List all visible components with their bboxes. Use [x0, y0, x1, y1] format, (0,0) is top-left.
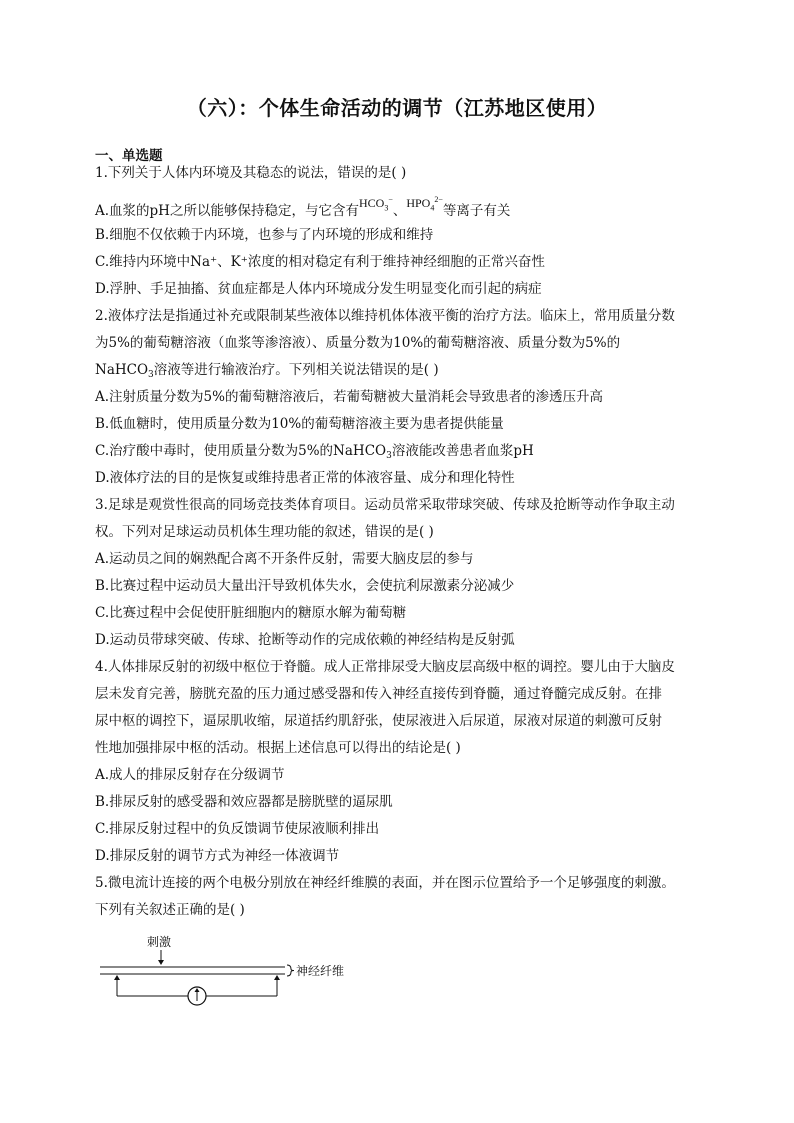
question-2-option-a: A.注射质量分数为5%的葡萄糖溶液后，若葡萄糖被大量消耗会导致患者的渗透压升高	[95, 389, 603, 405]
question-3-option-b: B.比赛过程中运动员大量出汗导致机体失水，会使抗利尿激素分泌减少	[95, 578, 515, 594]
question-3-option-d: D.运动员带球突破、传球、抢断等动作的完成依赖的神经结构是反射弧	[95, 632, 515, 648]
separator: 、	[392, 203, 407, 219]
question-2-option-c: C.治疗酸中毒时，使用质量分数为5%的NaHCO$_3$溶液能改善患者血浆pH	[95, 443, 534, 461]
galvanometer-icon	[188, 987, 206, 1005]
question-4-option-d: D.排尿反射的调节方式为神经一体液调节	[95, 848, 340, 864]
option-a-text-end: 等离子有关	[442, 203, 511, 219]
electrode-left	[114, 975, 120, 996]
stimulus-label: 刺激	[147, 935, 172, 949]
question-1-stem: 1.下列关于人体内环境及其稳态的说法，错误的是( )	[95, 165, 407, 181]
question-5-stem-line-1: 5.微电流计连接的两个电极分别放在神经纤维膜的表面，并在图示位置给予一个足够强度的刺激。	[95, 875, 675, 891]
question-2-stem-line-1: 2.液体疗法是指通过补充或限制某些液体以维持机体体液平衡的治疗方法。临床上，常用质量分数	[95, 308, 675, 324]
nerve-fiber	[100, 967, 285, 974]
question-2-option-d: D.液体疗法的目的是恢复或维持患者正常的体液容量、成分和理化特性	[95, 470, 515, 486]
option-a-text: A.血浆的pH之所以能够保持稳定，与它含有	[95, 203, 359, 219]
nerve-fiber-label: 神经纤维	[296, 964, 345, 978]
question-4-option-b: B.排尿反射的感受器和效应器都是膀胱壁的逼尿肌	[95, 794, 393, 810]
question-4-stem-line-4: 性地加强排尿中枢的活动。根据上述信息可以得出的结论是( )	[95, 740, 461, 756]
question-3-stem-line-1: 3.足球是观赏性很高的同场竞技类体育项目。运动员常采取带球突破、传球及抢断等动作争取主动	[95, 497, 675, 513]
stimulus-arrow	[158, 950, 164, 965]
section-heading: 一、单选题	[95, 148, 163, 164]
question-1-option-a	[95, 195, 511, 225]
fiber-brace	[287, 965, 294, 976]
electrode-right	[274, 975, 280, 996]
nerve-fiber-figure	[95, 932, 365, 1012]
question-4-option-a: A.成人的排尿反射存在分级调节	[95, 767, 285, 783]
question-1-option-b: B.细胞不仅依赖于内环境，也参与了内环境的形成和维持	[95, 227, 434, 243]
question-2-option-b: B.低血糖时，使用质量分数为10%的葡萄糖溶液主要为患者提供能量	[95, 416, 504, 432]
hpo4-ion: $HPO_4^{2-}$	[406, 195, 443, 213]
question-1-option-d: D.浮肿、手足抽搐、贫血症都是人体内环境成分发生明显变化而引起的病症	[95, 281, 542, 297]
question-3-option-a: A.运动员之间的娴熟配合离不开条件反射，需要大脑皮层的参与	[95, 551, 474, 567]
document-title: （六）：个体生命活动的调节（江苏地区使用）	[186, 96, 608, 120]
question-2-stem-line-3: NaHCO$_3$溶液等进行输液治疗。下列相关说法错误的是( )	[95, 362, 439, 380]
hco3-ion: $HCO_3^-$	[358, 195, 393, 213]
question-3-stem-line-2: 权。下列对足球运动员机体生理功能的叙述，错误的是( )	[95, 524, 434, 540]
question-4-stem-line-2: 层未发育完善，膀胱充盈的压力通过感受器和传入神经直接传到脊髓，通过脊髓完成反射。在排	[95, 686, 662, 702]
question-4-option-c: C.排尿反射过程中的负反馈调节使尿液顺利排出	[95, 821, 380, 837]
question-3-option-c: C.比赛过程中会促使肝脏细胞内的糖原水解为葡萄糖	[95, 605, 407, 621]
question-2-stem-line-2: 为5%的葡萄糖溶液（血浆等渗溶液）、质量分数为10%的葡萄糖溶液、质量分数为5%的	[95, 335, 621, 351]
question-5-stem-line-2: 下列有关叙述正确的是( )	[95, 902, 245, 918]
question-1-option-c: C.维持内环境中Na⁺、K⁺浓度的相对稳定有利于维持神经细胞的正常兴奋性	[95, 254, 545, 270]
question-4-stem-line-3: 尿中枢的调控下，逼尿肌收缩，尿道括约肌舒张，使尿液进入后尿道，尿液对尿道的刺激可反射	[95, 713, 662, 729]
question-4-stem-line-1: 4.人体排尿反射的初级中枢位于脊髓。成人正常排尿受大脑皮层高级中枢的调控。婴儿由于大脑皮	[95, 659, 675, 675]
